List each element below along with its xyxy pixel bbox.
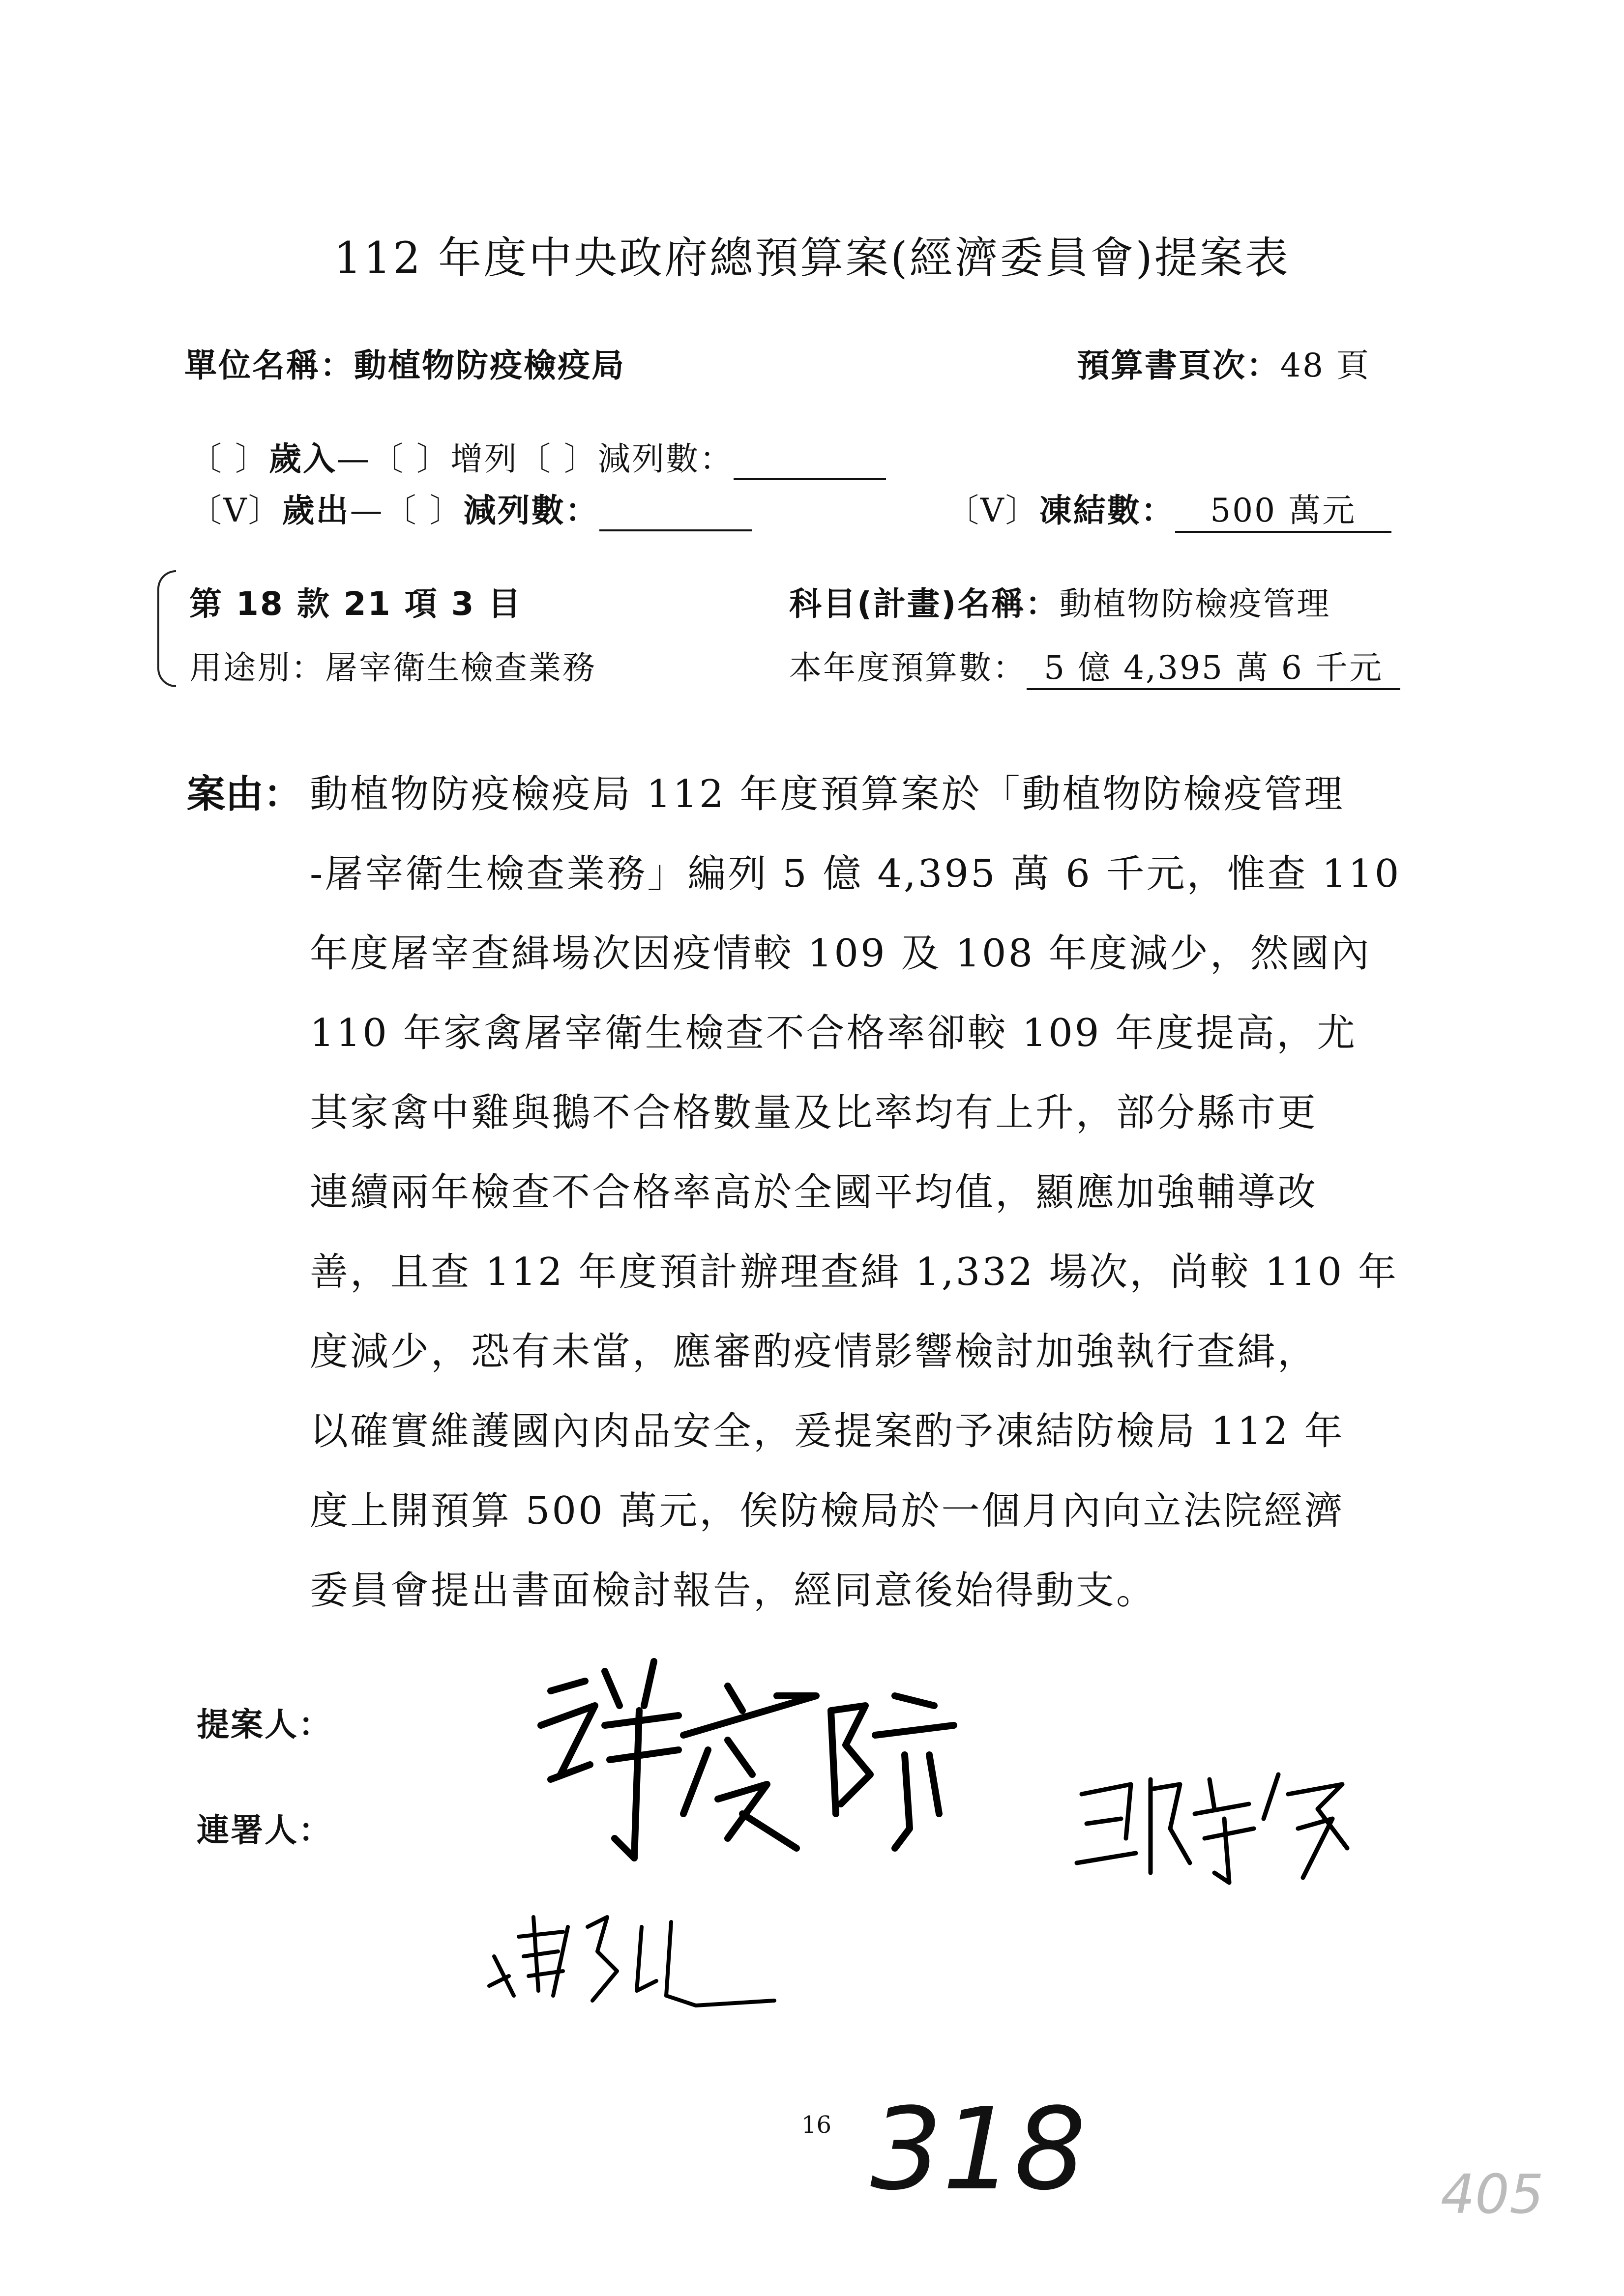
annual-budget-row	[789, 641, 1400, 690]
budget-page-label: 預算書頁次：	[1077, 347, 1280, 384]
reason-line: 善，且查 112 年度預計辦理查緝 1,332 場次，尚較 110 年	[310, 1250, 1398, 1294]
cosigner-label: 連署人：	[197, 1811, 332, 1849]
unit-row	[184, 339, 625, 386]
signature-cosigner-1	[1067, 1750, 1362, 1897]
reason-line: 度減少，恐有未當，應審酌疫情影響檢討加強執行查緝，	[310, 1330, 1318, 1374]
budget-page-value: 48 頁	[1280, 347, 1370, 384]
expense-row	[189, 484, 752, 531]
subject-value: 動植物防檢疫管理	[1059, 585, 1331, 623]
usage-label: 用途別：	[189, 649, 325, 687]
subject-label: 科目(計畫)名稱：	[789, 585, 1060, 623]
revenue-checkbox-2: 〔 〕	[518, 440, 598, 478]
unit-label: 單位名稱：	[184, 347, 354, 384]
signature-cosigner-2	[479, 1897, 794, 2015]
budget-page-row	[1077, 339, 1370, 386]
reason-label: 案由：	[187, 772, 302, 816]
reason-line: 動植物防疫檢疫局 112 年度預算案於「動植物防檢疫管理	[310, 772, 1345, 816]
signature-proposer	[521, 1652, 964, 1868]
section-brace	[157, 570, 176, 687]
proposer-label: 提案人：	[197, 1706, 332, 1744]
freeze-row	[946, 484, 1391, 533]
revenue-decrease: 減列數：	[597, 440, 734, 478]
unit-value: 動植物防疫檢疫局	[354, 347, 625, 384]
revenue-blank	[734, 440, 886, 480]
annual-budget-label: 本年度預算數：	[789, 649, 1027, 687]
corner-note: 405	[1441, 2163, 1544, 2226]
reason-line: 以確實維護國內肉品安全，爰提案酌予凍結防檢局 112 年	[310, 1409, 1345, 1453]
annual-budget-value: 5 億 4,395 萬 6 千元	[1027, 641, 1400, 690]
section-value: 第 18 款 21 項 3 目	[189, 585, 522, 623]
expense-checkbox: 〔V〕	[189, 492, 282, 529]
usage-value: 屠宰衛生檢查業務	[325, 649, 596, 687]
freeze-label: 凍結數：	[1039, 492, 1175, 529]
expense-blank	[599, 492, 752, 531]
reason-line: -屠宰衛生檢查業務」編列 5 億 4,395 萬 6 千元，惟查 110	[310, 852, 1401, 896]
reason-line: 連續兩年檢查不合格率高於全國平均值，顯應加強輔導改	[310, 1170, 1318, 1215]
reason-line: 度上開預算 500 萬元，俟防檢局於一個月內向立法院經濟	[310, 1489, 1345, 1533]
reason-line: 年度屠宰查緝場次因疫情較 109 及 108 年度減少，然國內	[310, 931, 1371, 976]
revenue-checkbox: 〔 〕	[189, 440, 269, 478]
revenue-increase: 增列	[450, 440, 518, 478]
revenue-row	[189, 433, 886, 480]
reason-line: 委員會提出書面檢討報告，經同意後始得動支。	[310, 1569, 1157, 1613]
expense-dash: —〔 〕	[350, 492, 464, 529]
reason-body	[310, 755, 1441, 1630]
section-row	[189, 578, 522, 624]
reason-line: 其家禽中雞與鵝不合格數量及比率均有上升，部分縣市更	[310, 1091, 1318, 1135]
revenue-label: 歲入	[268, 440, 337, 478]
reason-line: 110 年家禽屠宰衛生檢查不合格率卻較 109 年度提高，尤	[310, 1011, 1358, 1055]
page-number: 16	[801, 2111, 832, 2139]
usage-row	[189, 641, 596, 688]
expense-label: 歲出	[282, 492, 350, 529]
revenue-dash: —〔 〕	[336, 440, 450, 478]
freeze-value: 500 萬元	[1175, 484, 1391, 533]
document-title: 112 年度中央政府總預算案(經濟委員會)提案表	[334, 233, 1290, 283]
expense-decrease: 減列數：	[463, 492, 599, 529]
stamp-number: 318	[870, 2084, 1086, 2215]
subject-row	[789, 578, 1330, 624]
freeze-checkbox: 〔V〕	[946, 492, 1039, 529]
